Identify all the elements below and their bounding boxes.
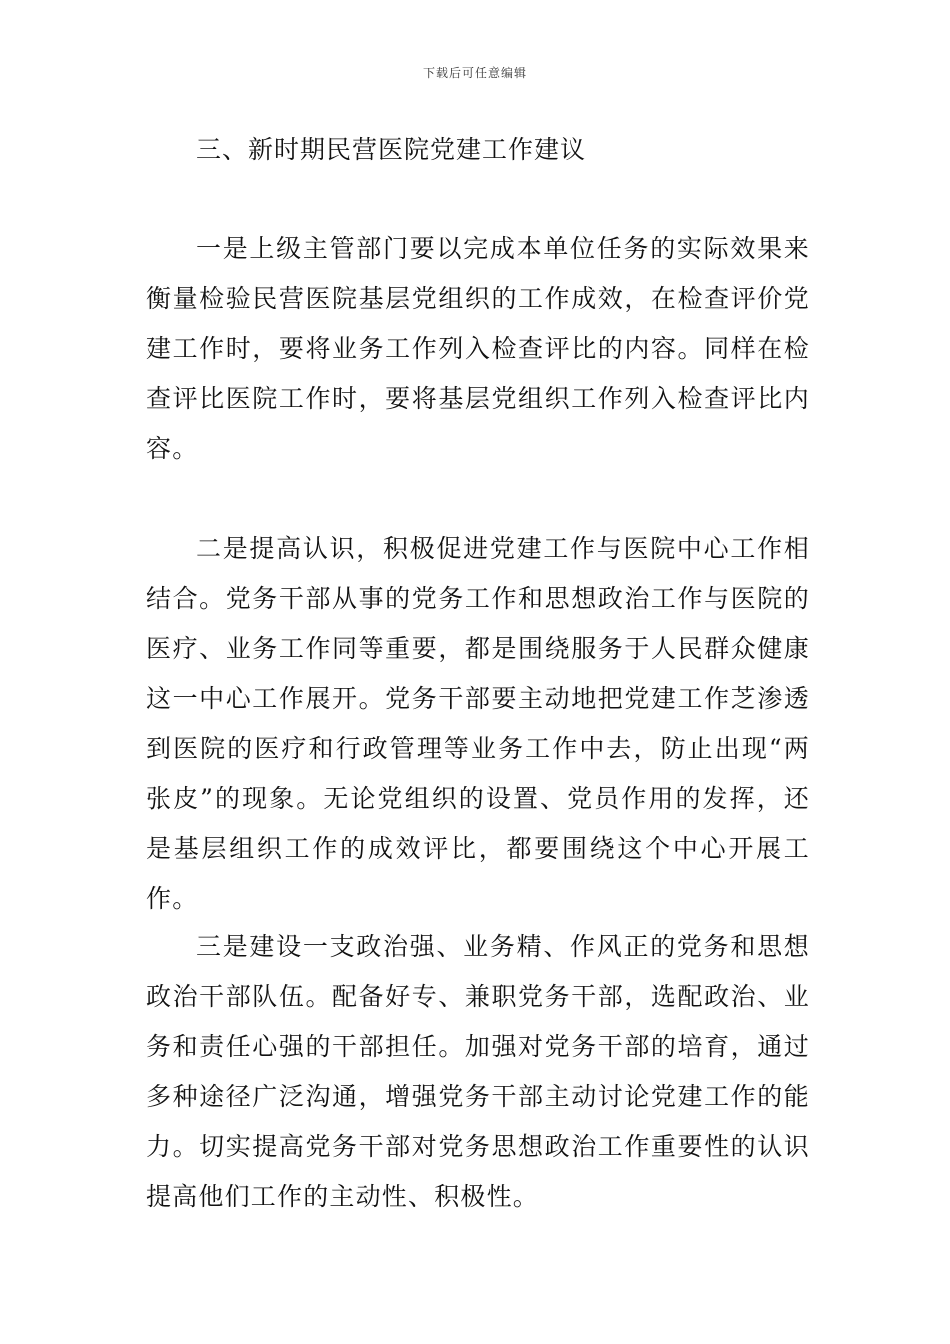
paragraph-3: 三是建设一支政治强、业务精、作风正的党务和思想政治干部队伍。配备好专、兼职党务干部，选配政治、业务和责任心强的干部担任。加强对党务干部的培育，通过多种途径广泛沟通，增强党务干部主动讨论党建工作的能力。切实提高党务干部对党务思想政治工作重要性的认识提高他们工作的主动性、积极性。 bbox=[146, 932, 810, 1211]
paragraph-1: 一是上级主管部门要以完成本单位任务的实际效果来衡量检验民营医院基层党组织的工作成效，在检查评价党建工作时，要将业务工作列入检查评比的内容。同样在检查评比医院工作时，要将基层党组织工作列入检查评比内容。 bbox=[146, 234, 810, 463]
paragraph-2: 二是提高认识，积极促进党建工作与医院中心工作相结合。党务干部从事的党务工作和思想政治工作与医院的医疗、业务工作同等重要，都是围绕服务于人民群众健康这一中心工作展开。党务干部要主动地把党建工作芝渗透到医院的医疗和行政管理等业务工作中去，防止出现“两张皮”的现象。无论党组织的设置、党员作用的发挥，还是基层组织工作的成效评比，都要围绕这个中心开展工作。 bbox=[146, 534, 810, 913]
section-heading: 三、新时期民营医院党建工作建议 bbox=[196, 135, 587, 164]
header-note: 下载后可任意编辑 bbox=[422, 66, 527, 80]
